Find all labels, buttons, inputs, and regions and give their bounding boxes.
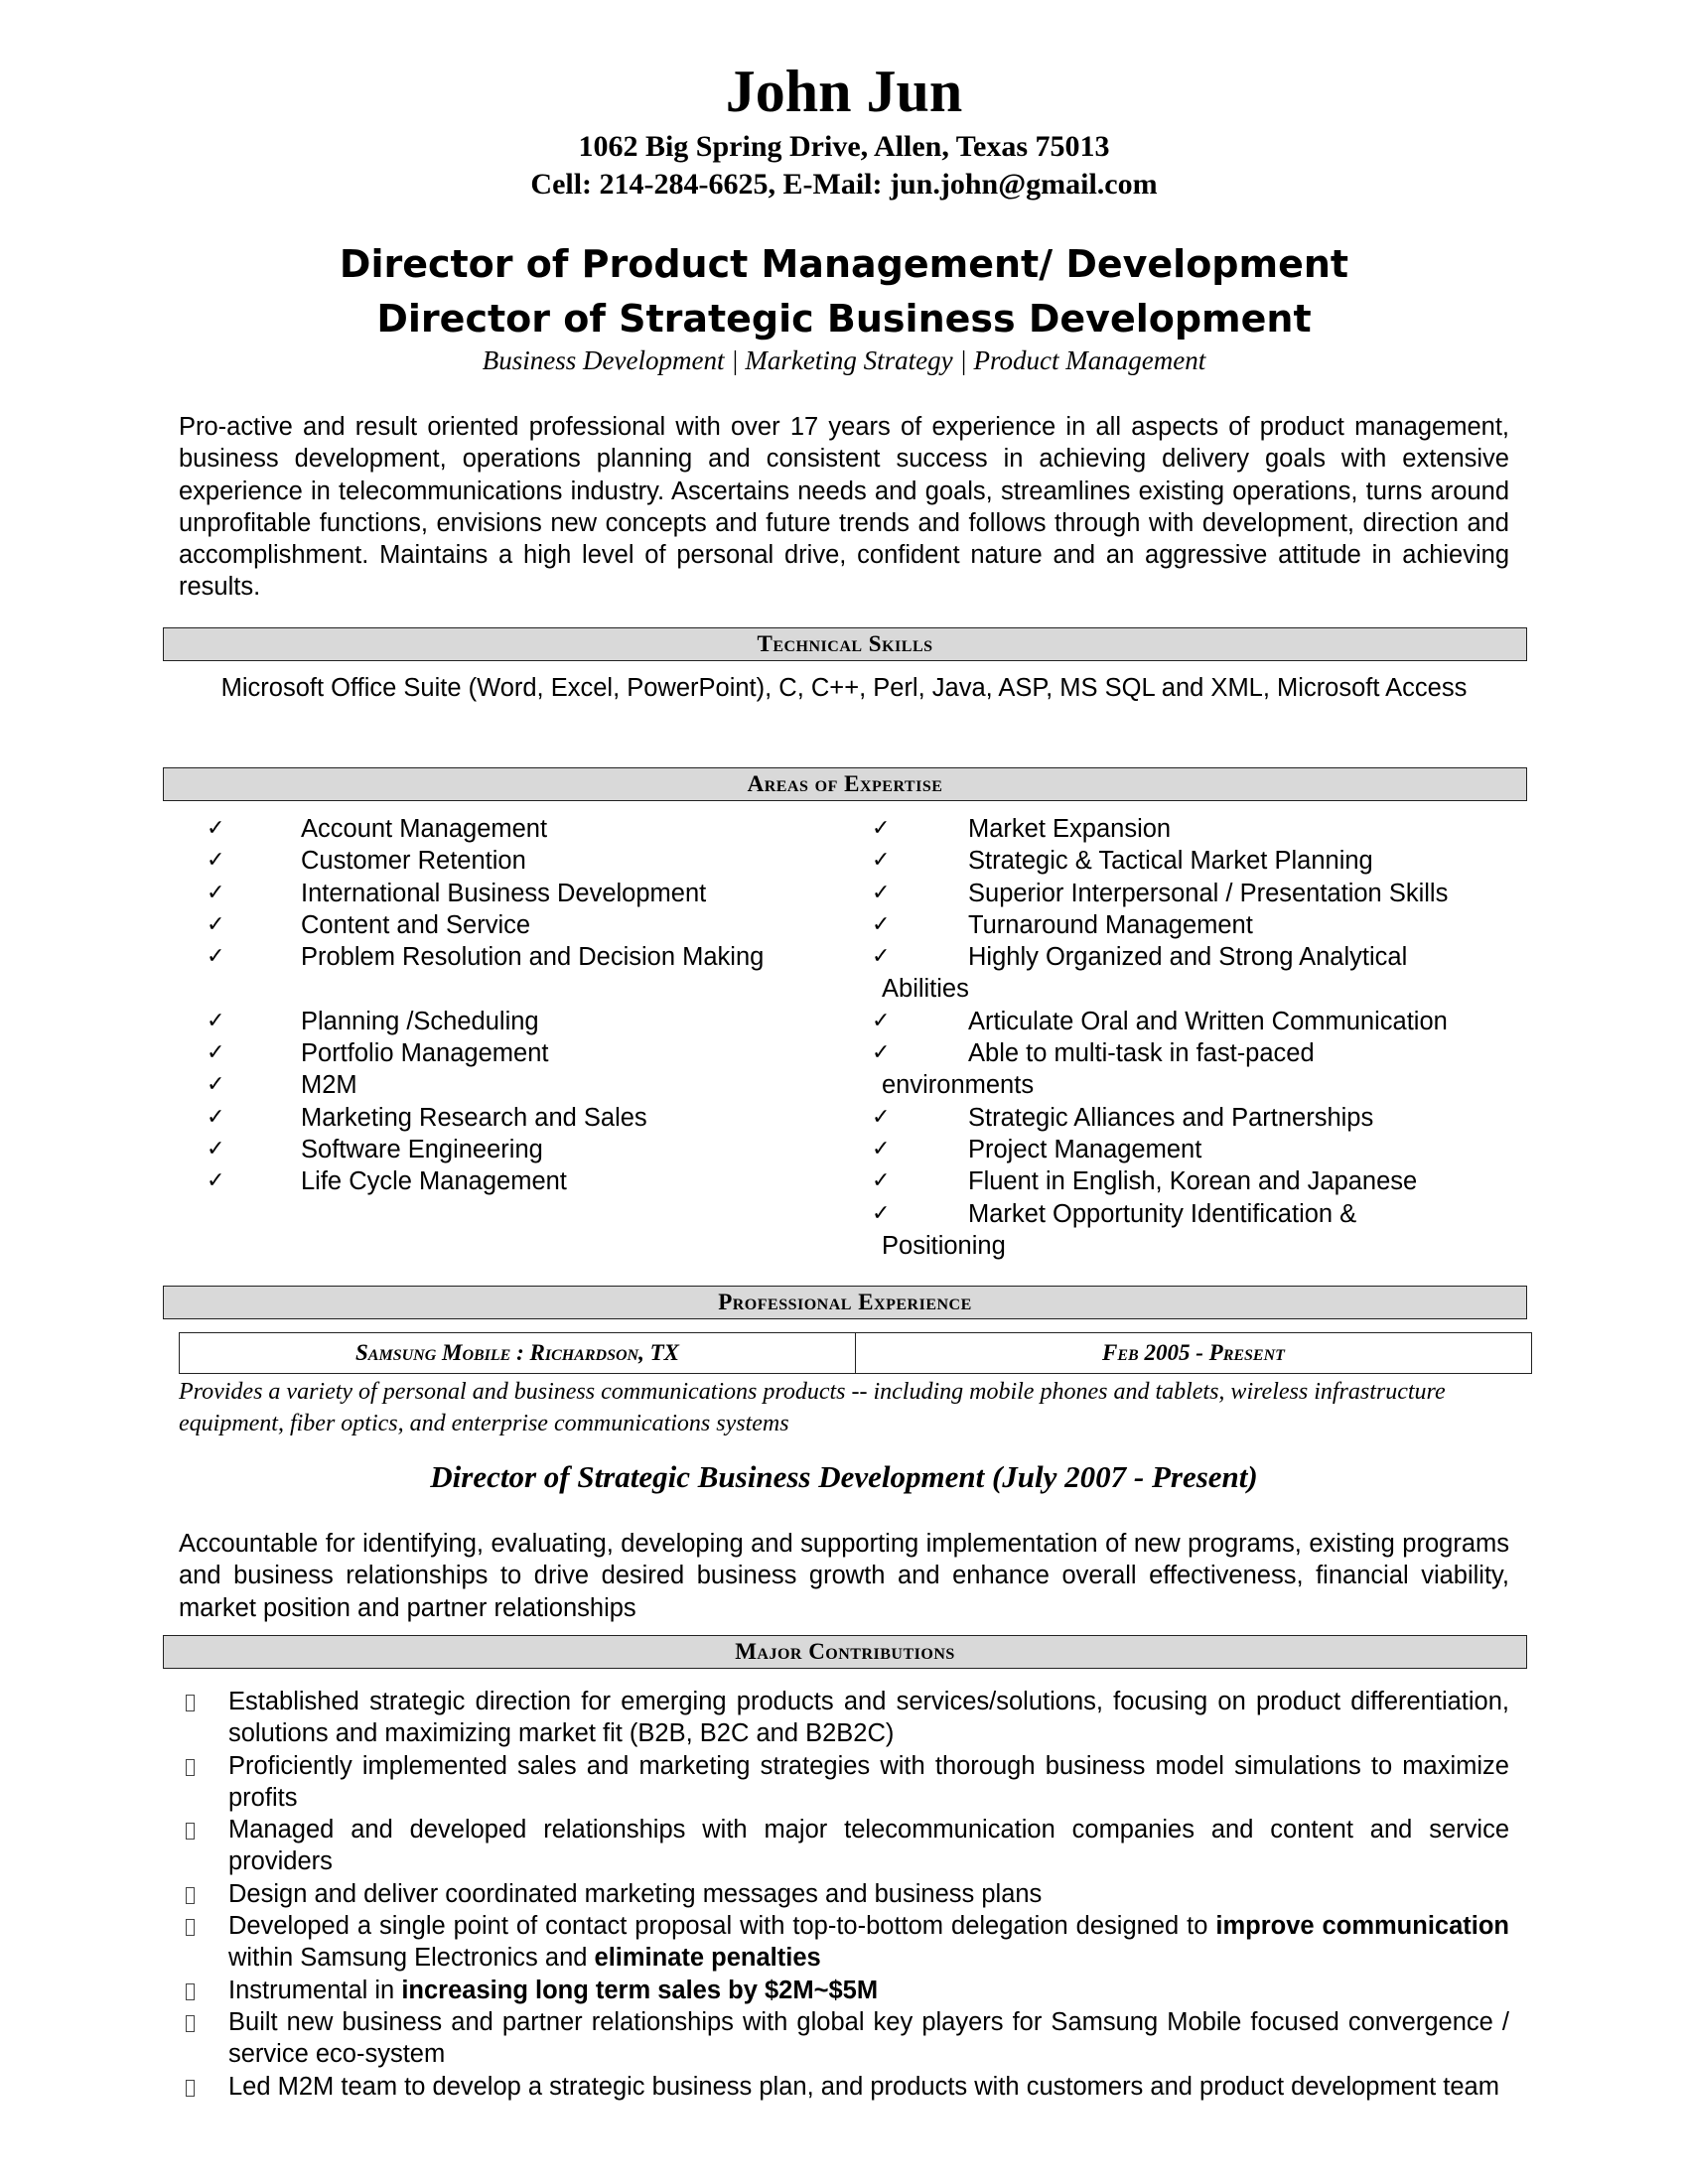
candidate-name: John Jun — [725, 59, 963, 124]
section-header-experience: Professional Experience — [163, 1286, 1527, 1319]
address: 1062 Big Spring Drive, Allen, Texas 75013 — [578, 130, 1110, 163]
list-item — [186, 1814, 1509, 1878]
check-icon: ✓ — [872, 1008, 891, 1033]
expertise-label: Project Management — [968, 1135, 1202, 1163]
expertise-label: Able to multi-task in fast-paced — [968, 1039, 1315, 1068]
expertise-label: International Business Development — [301, 879, 707, 907]
check-icon: ✓ — [872, 1040, 891, 1066]
item-text: within Samsung Electronics and — [228, 1944, 595, 1973]
expertise-label: Highly Organized and Strong Analytical — [968, 943, 1408, 972]
check-icon: ✓ — [872, 816, 891, 841]
bullet-icon — [186, 2015, 195, 2032]
expertise-item — [872, 1037, 1517, 1102]
check-icon: ✓ — [207, 911, 225, 937]
list-item — [186, 1750, 1509, 1815]
check-icon: ✓ — [207, 944, 225, 970]
expertise-label: Strategic Alliances and Partnerships — [968, 1103, 1374, 1132]
expertise-item — [872, 845, 1517, 877]
expertise-label: Fluent in English, Korean and Japanese — [968, 1167, 1418, 1196]
list-item — [186, 1686, 1509, 1750]
list-item — [186, 1910, 1509, 1975]
bullet-icon — [186, 1759, 195, 1776]
check-icon: ✓ — [872, 944, 891, 970]
section-header-contributions: Major Contributions — [163, 1635, 1527, 1669]
expertise-item — [207, 1165, 842, 1197]
role-summary: Accountable for identifying, evaluating, developing and supporting implementation of new programs, existing programs and business relationships to drive desired business growth and enhance overall effectiveness, financial viability, market position and partner relationships — [179, 1530, 1509, 1622]
expertise-label: Planning /Scheduling — [301, 1007, 539, 1035]
check-icon: ✓ — [872, 1104, 891, 1130]
section-header-technical-skills: Technical Skills — [163, 627, 1527, 661]
list-item — [186, 2006, 1509, 2071]
expertise-label: Customer Retention — [301, 847, 526, 876]
expertise-item — [207, 909, 842, 941]
bullet-icon — [186, 2080, 195, 2097]
highlight-text: improve communication — [1215, 1912, 1509, 1941]
list-item — [186, 1878, 1509, 1910]
item-text: Managed and developed relationships with major telecommunication companies and content and service providers — [228, 1816, 1509, 1876]
expertise-label: Market Expansion — [968, 815, 1172, 843]
check-icon: ✓ — [207, 816, 225, 841]
check-icon: ✓ — [872, 1168, 891, 1194]
expertise-item — [872, 1006, 1517, 1037]
check-icon: ✓ — [207, 880, 225, 905]
bullet-icon — [186, 1695, 195, 1711]
list-item — [186, 2071, 1509, 2103]
item-text: Led M2M team to develop a strategic business plan, and products with customers and product development team — [228, 2072, 1499, 2101]
expertise-item — [207, 1134, 842, 1165]
job-dates: Feb 2005 - Present — [855, 1333, 1531, 1373]
check-icon: ✓ — [872, 1136, 891, 1161]
item-text: Proficiently implemented sales and marketing strategies with thorough business model simulations to maximize profits — [228, 1751, 1509, 1812]
job-title-1: Director of Product Management/ Development — [339, 242, 1349, 286]
bullet-icon — [186, 1983, 195, 2000]
expertise-item — [872, 1102, 1517, 1134]
contact-info: Cell: 214-284-6625, E-Mail: jun.john@gmail.com — [530, 168, 1158, 201]
item-text: Established strategic direction for emerging products and services/solutions, focusing on product differentiation, solutions and maximizing market fit (B2B, B2C and B2B2C) — [228, 1688, 1509, 1748]
expertise-label: Software Engineering — [301, 1135, 543, 1163]
list-item — [186, 1975, 1509, 2006]
section-header-expertise: Areas of Expertise — [163, 767, 1527, 801]
bullet-icon — [186, 1823, 195, 1840]
expertise-label: Superior Interpersonal / Presentation Skills — [968, 879, 1449, 907]
expertise-label-continued: Abilities — [882, 975, 969, 1004]
expertise-item — [207, 1006, 842, 1037]
expertise-label: Problem Resolution and Decision Making — [301, 943, 765, 972]
blank-line — [207, 973, 842, 1005]
check-icon: ✓ — [207, 1104, 225, 1130]
highlight-text: increasing long term sales by $2M~$5M — [401, 1976, 879, 2004]
expertise-label: Content and Service — [301, 910, 531, 939]
expertise-item — [207, 845, 842, 877]
expertise-label: Life Cycle Management — [301, 1167, 567, 1196]
expertise-item — [872, 909, 1517, 941]
expertise-item — [872, 1198, 1517, 1263]
item-text: Built new business and partner relationships with global key players for Samsung Mobile focused convergence / service eco-system — [228, 2007, 1509, 2069]
job-header-table — [179, 1332, 1532, 1374]
company-description: Provides a variety of personal and business communications products -- including mobile phones and tablets, wireless infrastructure equipment, fiber optics, and enterprise communications systems — [179, 1379, 1446, 1436]
expertise-item — [872, 878, 1517, 909]
bullet-icon — [186, 1887, 195, 1904]
check-icon: ✓ — [872, 911, 891, 937]
check-icon: ✓ — [207, 1072, 225, 1098]
check-icon: ✓ — [872, 848, 891, 874]
check-icon: ✓ — [207, 1136, 225, 1161]
highlight-text: eliminate penalties — [594, 1944, 821, 1973]
job-title-2: Director of Strategic Business Development — [376, 297, 1312, 341]
expertise-item — [872, 941, 1517, 1006]
check-icon: ✓ — [872, 1200, 891, 1226]
check-icon: ✓ — [207, 1008, 225, 1033]
expertise-label: Strategic & Tactical Market Planning — [968, 847, 1373, 876]
item-text: Developed a single point of contact proposal with top-to-bottom delegation designed to — [228, 1912, 1216, 1941]
expertise-label: Marketing Research and Sales — [301, 1103, 647, 1132]
expertise-item — [207, 941, 842, 973]
expertise-item — [207, 878, 842, 909]
check-icon: ✓ — [207, 1168, 225, 1194]
summary: Pro-active and result oriented professional with over 17 years of experience in all aspects of product management, business development, operations planning and consistent success in achieving delivery goals with extensive experience in telecommunications industry. Ascertains needs and goals, streamlines existing operations, turns around unprofitable functions, envisions new concepts and future trends and follows through with development, direction and accomplishment. Maintains a high level of personal drive, confident nature and an aggressive attitude in achieving results. — [179, 413, 1509, 602]
expertise-item — [872, 813, 1517, 845]
expertise-label: Account Management — [301, 815, 548, 843]
expertise-item — [207, 813, 842, 845]
expertise-item — [207, 1037, 842, 1069]
expertise-label: Turnaround Management — [968, 910, 1253, 939]
bullet-icon — [186, 1919, 195, 1936]
expertise-label: Market Opportunity Identification & — [968, 1199, 1357, 1228]
expertise-label: M2M — [301, 1071, 357, 1100]
check-icon: ✓ — [872, 880, 891, 905]
technical-skills: Microsoft Office Suite (Word, Excel, PowerPoint), C, C++, Perl, Java, ASP, MS SQL and XML, Microsoft Access — [220, 674, 1468, 702]
role-title: Director of Strategic Business Development (July 2007 - Present) — [430, 1459, 1258, 1494]
expertise-label: Portfolio Management — [301, 1039, 549, 1068]
company: Samsung Mobile : Richardson, TX — [355, 1340, 679, 1365]
expertise-item — [872, 1134, 1517, 1165]
expertise-item — [207, 1069, 842, 1101]
check-icon: ✓ — [207, 1040, 225, 1066]
item-text: Design and deliver coordinated marketing messages and business plans — [228, 1879, 1043, 1908]
expertise-label: Articulate Oral and Written Communication — [968, 1007, 1448, 1035]
expertise-item — [872, 1165, 1517, 1197]
expertise-item — [207, 1102, 842, 1134]
check-icon: ✓ — [207, 848, 225, 874]
contributions-list — [186, 1686, 1509, 2103]
expertise-label-continued: Positioning — [882, 1231, 1006, 1260]
expertise-label-continued: environments — [882, 1071, 1035, 1100]
item-text: Instrumental in — [228, 1976, 402, 2004]
expertise-left-column — [207, 813, 842, 1198]
tagline: Business Development | Marketing Strategy | Product Management — [482, 345, 1206, 375]
expertise-right-column — [872, 813, 1517, 1262]
